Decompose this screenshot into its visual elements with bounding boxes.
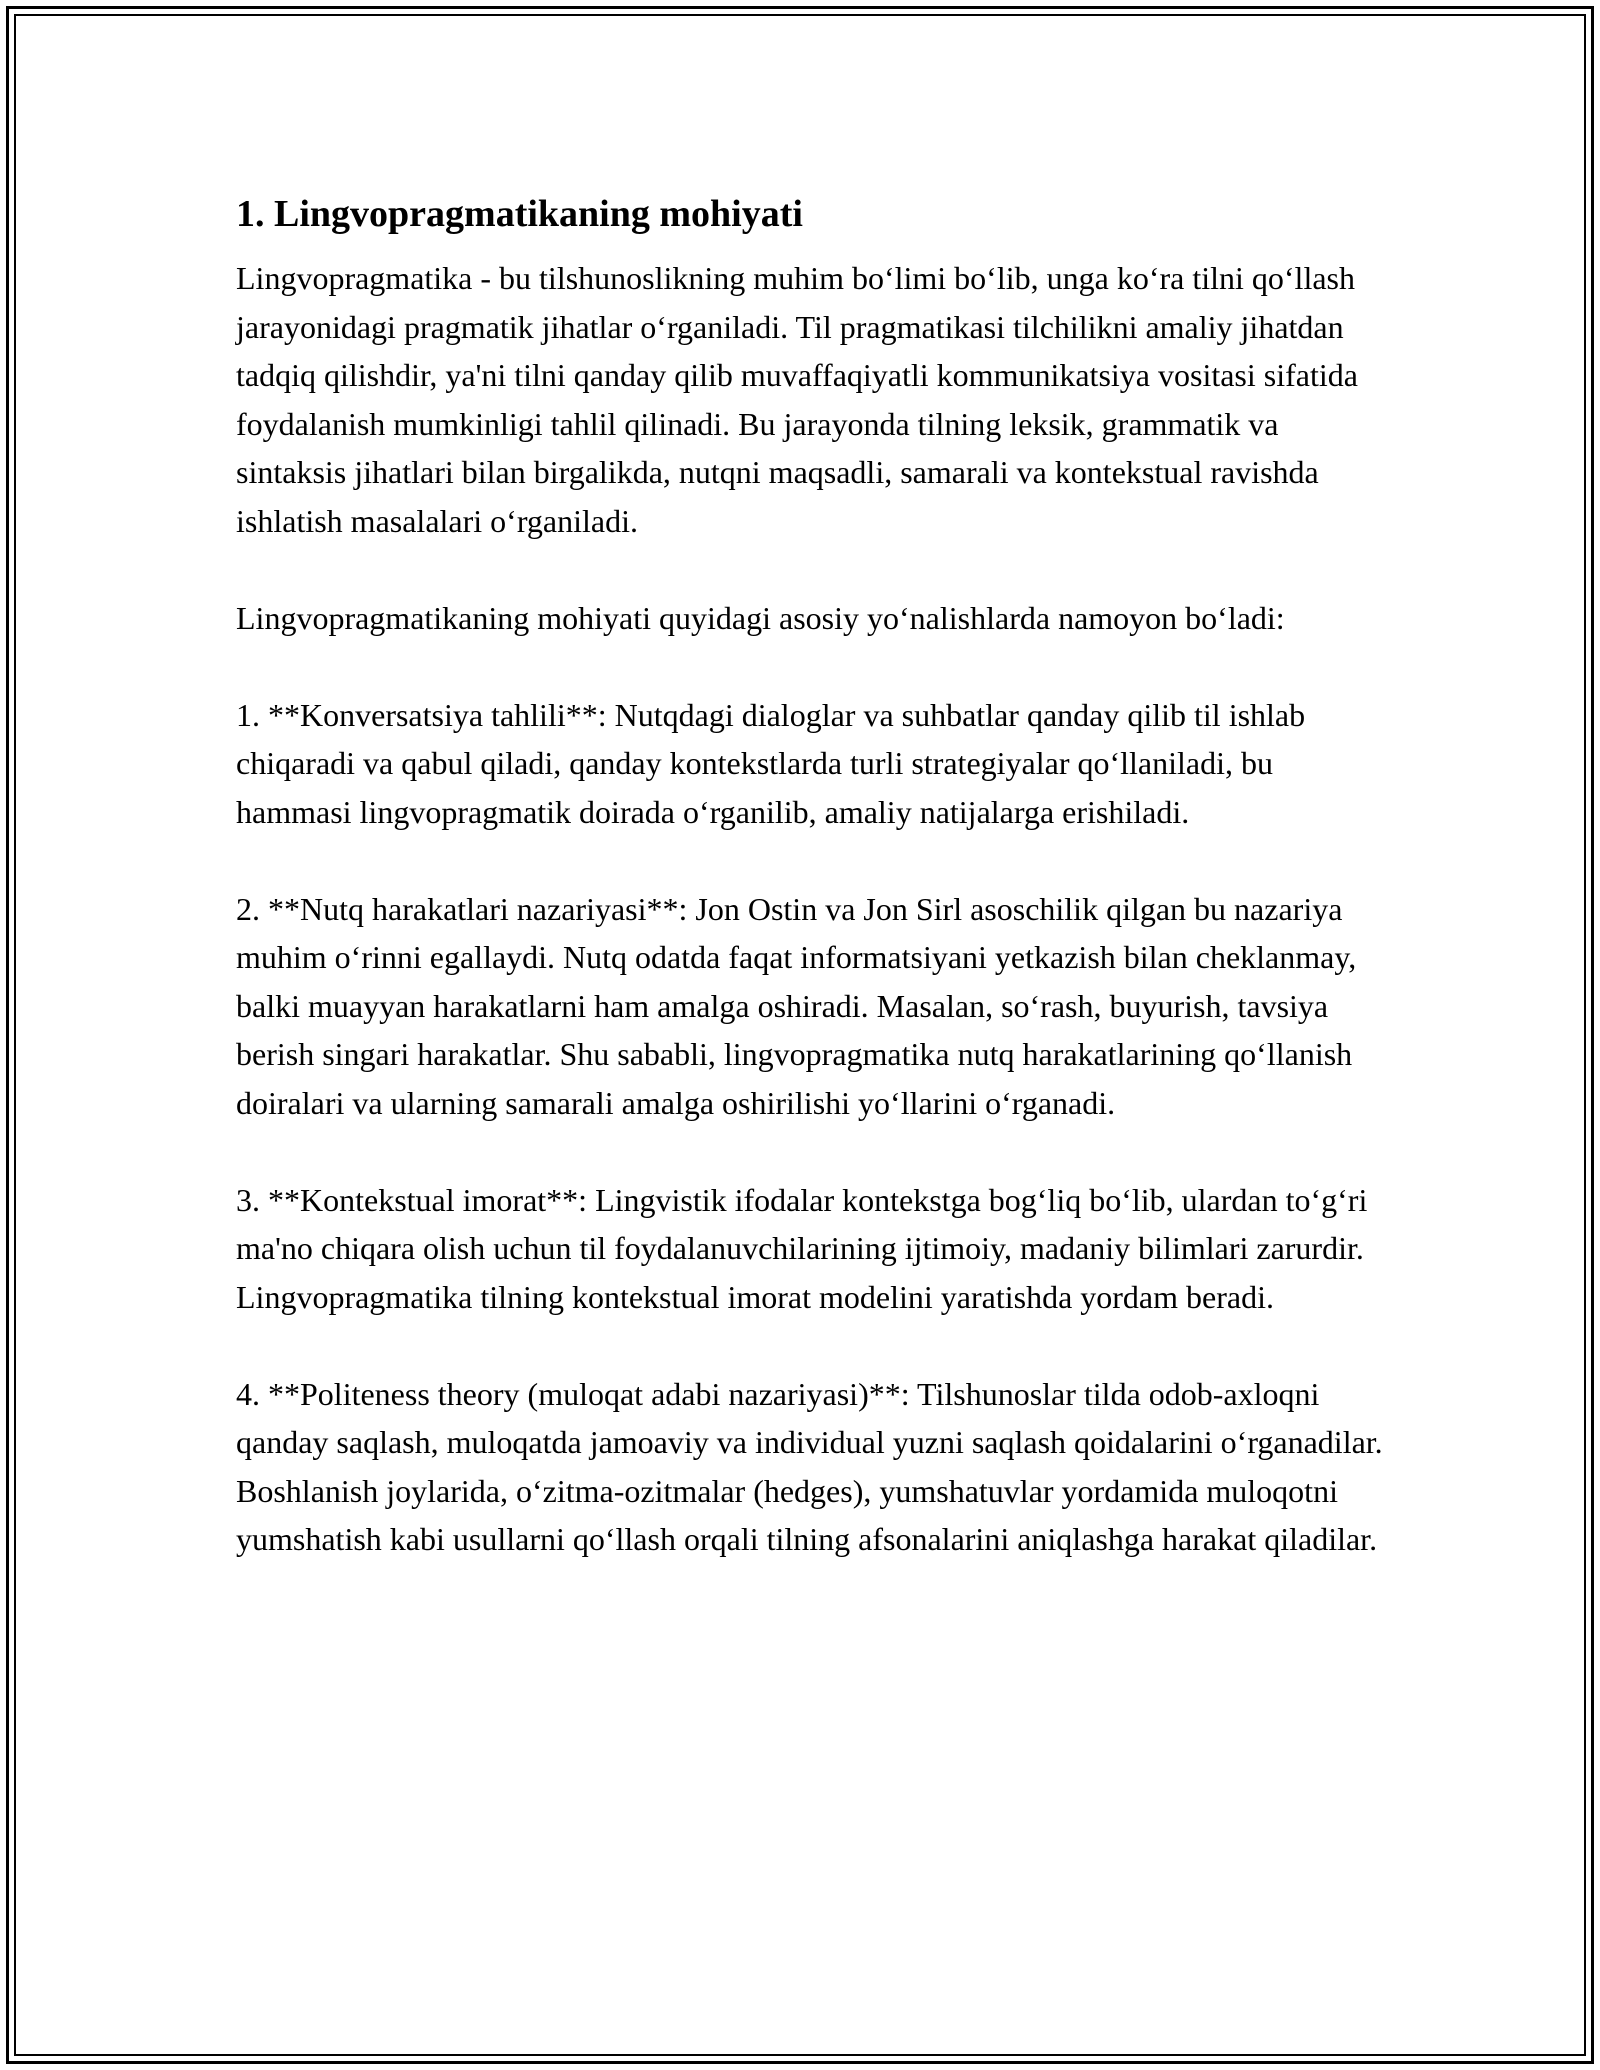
list-item-conversation-analysis: 1. **Konversatsiya tahlili**: Nutqdagi dialoglar va suhbatlar qanday qilib til ishlab chiqaradi va qabul qiladi, qanday kontekstlarda turli strategiyalar qo‘llaniladi, bu hammasi lingvopragmatik doirada o‘rganilib, amaliy natijalarga erishiladi.	[236, 696, 1306, 830]
list-item-politeness-theory: 4. **Politeness theory (muloqat adabi nazariyasi)**: Tilshunoslar tilda odob-axloqni qanday saqlash, muloqatda jamoaviy va individual yuzni saqlash qoidalarini o‘rganadilar. Boshlanish joylarida, o‘zitma-ozitmalar (hedges), yumshatuvlar yordamida muloqotni yumshatish kabi usullarni qo‘llash orqali tilning afsonalarini aniqlashga harakat qiladilar.	[236, 1375, 1383, 1557]
document-body	[236, 186, 1386, 1612]
lead-in-paragraph: Lingvopragmatikaning mohiyati quyidagi asosiy yo‘nalishlarda namoyon bo‘ladi:	[236, 599, 1285, 636]
list-item-contextual-structure: 3. **Kontekstual imorat**: Lingvistik ifodalar kontekstga bog‘liq bo‘lib, ulardan to‘g‘ri ma'no chiqara olish uchun til foydalanuvchilarining ijtimoiy, madaniy bilimlari zarurdir. Lingvopragmatika tilning kontekstual imorat modelini yaratishda yordam beradi.	[236, 1181, 1368, 1315]
section-heading: 1. Lingvopragmatikaning mohiyati	[236, 193, 803, 235]
intro-paragraph: Lingvopragmatika - bu tilshunoslikning muhim bo‘limi bo‘lib, unga ko‘ra tilni qo‘llash jarayonidagi pragmatik jihatlar o‘rganiladi. Til pragmatikasi tilchilikni amaliy jihatdan tadqiq qilishdir, ya'ni tilni qanday qilib muvaffaqiyatli kommunikatsiya vositasi sifatida foydalanish mumkinligi tahlil qilinadi. Bu jarayonda tilning leksik, grammatik va sintaksis jihatlari bilan birgalikda, nutqni maqsadli, samarali va kontekstual ravishda ishlatish masalalari o‘rganiladi.	[236, 260, 1358, 539]
list-item-speech-act-theory: 2. **Nutq harakatlari nazariyasi**: Jon Ostin va Jon Sirl asoschilik qilgan bu nazariya muhim o‘rinni egallaydi. Nutq odatda faqat informatsiyani yetkazish bilan cheklanmay, balki muayyan harakatlarni ham amalga oshiradi. Masalan, so‘rash, buyurish, tavsiya berish singari harakatlar. Shu sababli, lingvopragmatika nutq harakatlarining qo‘llanish doiralari va ularning samarali amalga oshirilishi yo‘llarini o‘rganadi.	[236, 890, 1357, 1121]
